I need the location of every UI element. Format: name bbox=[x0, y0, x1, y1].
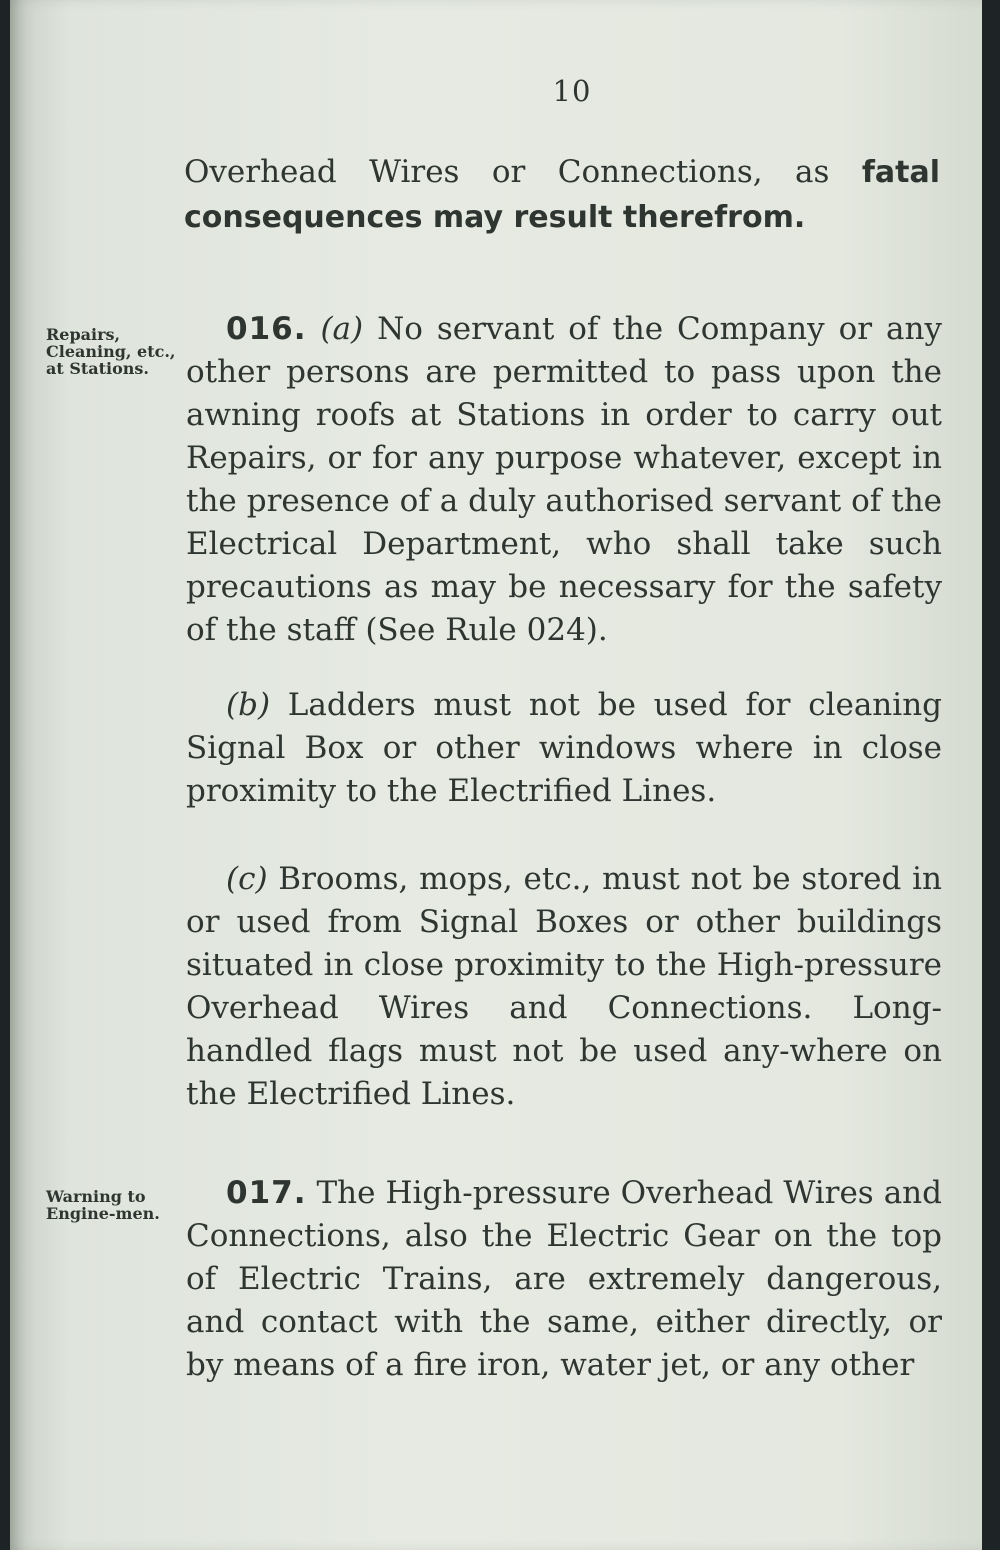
sub-label: (a) bbox=[320, 311, 364, 347]
rule-016-paragraph-c bbox=[186, 858, 942, 1116]
paragraph-text: Ladders must not be used for cleaning Signal Box or other windows where in close proximity to the Electrified Lines. bbox=[186, 687, 942, 809]
sub-label: (c) bbox=[226, 861, 268, 897]
book-page bbox=[10, 0, 982, 1550]
rule-016-paragraph-b bbox=[186, 684, 942, 813]
rule-number: 016. bbox=[226, 311, 307, 347]
rule-017-paragraph bbox=[186, 1172, 942, 1387]
paragraph-text: Brooms, mops, etc., must not be stored in or used from Signal Boxes or other buildings situated in close proximity to the High-pressure Overhead Wires and Connections. Long-handled flags must not be used any-where on the Electrified Lines. bbox=[186, 861, 942, 1112]
rule-016-paragraph-a bbox=[186, 308, 942, 652]
paragraph-text: The High-pressure Overhead Wires and Connections, also the Electric Gear on the top of Electric Trains, are extremely dangerous, and contact with the same, either directly, or by means of a fire iron, water jet, or any other bbox=[186, 1175, 942, 1383]
margin-note-repairs: Repairs, Cleaning, etc., at Stations. bbox=[46, 325, 176, 378]
continued-text: Overhead Wires or Connections, as bbox=[184, 154, 862, 190]
paragraph-text: No servant of the Company or any other persons are permitted to pass upon the awning roofs at Stations in order to carry out Repairs, or for any purpose whatever, except in the presence of a duly authorised servant of the Electrical Department, who shall take such precautions as may be necessary for the safety of the staff (See Rule 024). bbox=[186, 311, 942, 648]
continued-bold-text: fatal consequences may result therefrom. bbox=[184, 155, 940, 235]
margin-note-warning: Warning to Engine-men. bbox=[46, 1187, 160, 1223]
rule-number: 017. bbox=[226, 1175, 307, 1211]
page-number: 10 bbox=[552, 74, 592, 108]
continued-paragraph bbox=[184, 150, 940, 240]
sub-label: (b) bbox=[226, 687, 271, 723]
